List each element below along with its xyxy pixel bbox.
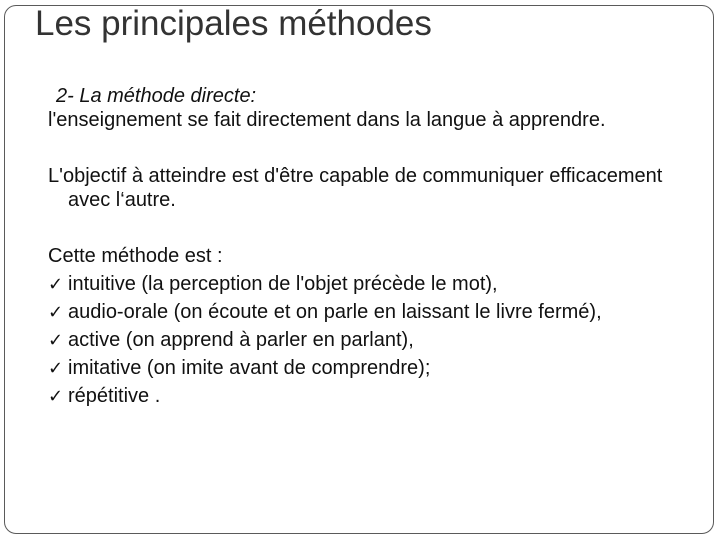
paragraph-objective: L'objectif à atteindre est d'être capable de communiquer efficacement avec l‘autre. [48, 165, 663, 211]
section-subtitle: 2- La méthode directe: [56, 85, 257, 107]
slide-title: Les principales méthodes [35, 6, 436, 41]
list-item [48, 356, 688, 380]
list-item-text: active (on apprend à parler en parlant), [68, 329, 414, 351]
list-item [48, 384, 688, 408]
check-icon: ✓ [48, 274, 64, 294]
list-item [48, 328, 688, 352]
slide-content [48, 84, 688, 412]
list-item-text: répétitive . [68, 385, 161, 407]
list-item [48, 272, 688, 296]
check-icon: ✓ [48, 330, 64, 350]
list-intro: Cette méthode est : [48, 245, 223, 267]
paragraph-definition: l'enseignement se fait directement dans la langue à apprendre. [48, 109, 606, 131]
list-item [48, 300, 688, 324]
check-icon: ✓ [48, 358, 64, 378]
check-icon: ✓ [48, 386, 64, 406]
list-item-text: intuitive (la perception de l'objet précède le mot), [68, 273, 498, 295]
check-icon: ✓ [48, 302, 64, 322]
list-item-text: audio-orale (on écoute et on parle en laissant le livre fermé), [68, 301, 602, 323]
characteristics-list [48, 272, 688, 408]
list-item-text: imitative (on imite avant de comprendre); [68, 357, 431, 379]
